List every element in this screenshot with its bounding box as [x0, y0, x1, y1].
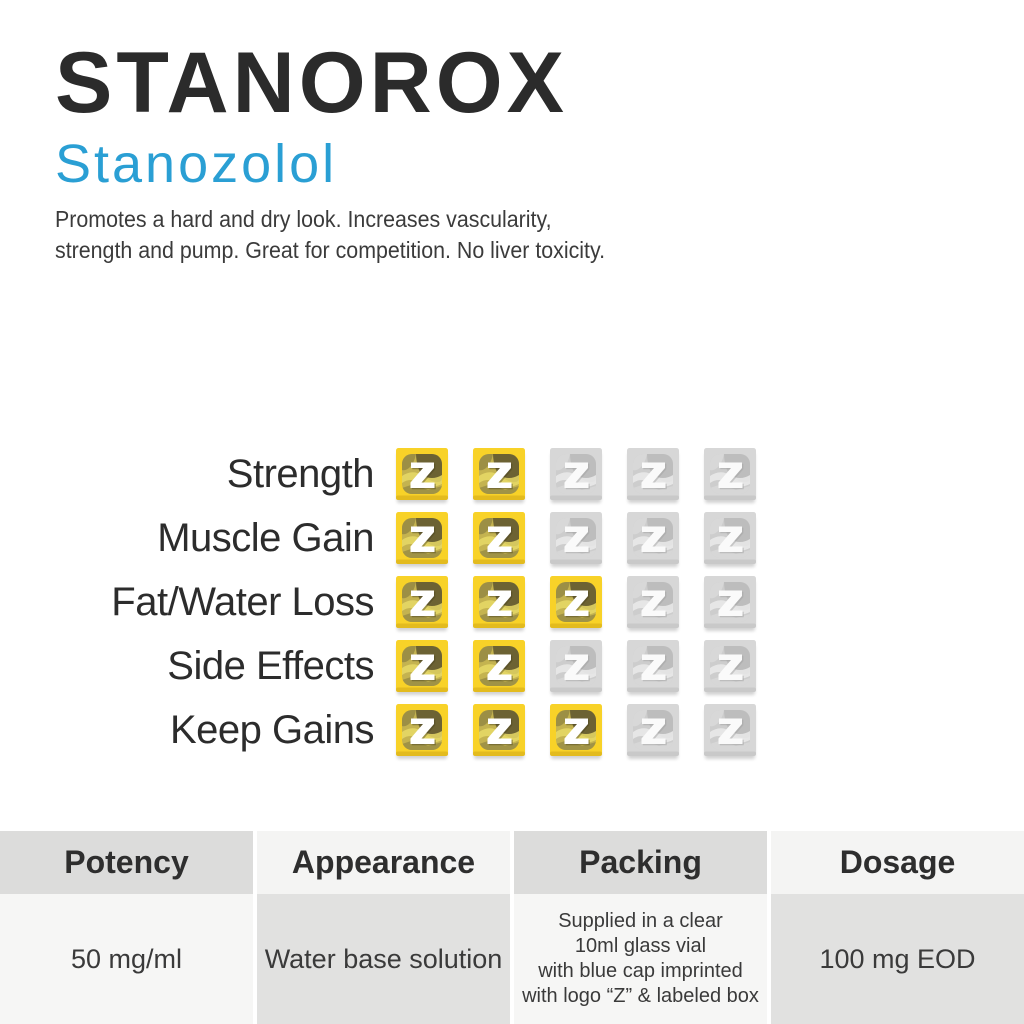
product-substance: Stanozolol: [55, 134, 338, 194]
rating-label: Keep Gains: [169, 707, 374, 752]
z-logo-icon: [396, 576, 448, 628]
description-line-1: Promotes a hard and dry look. Increases vascularity,: [55, 206, 552, 232]
z-logo-icon: [627, 512, 679, 564]
z-logo-icon: [396, 704, 448, 756]
z-logo-icon: [627, 704, 679, 756]
spec-value-line: Supplied in a clear: [558, 910, 723, 932]
rating-row: [30, 512, 756, 564]
product-description: [55, 204, 605, 266]
z-logo-icon: [473, 640, 525, 692]
spec-value-line: with logo “Z” & labeled box: [522, 985, 759, 1007]
z-logo-icon: [550, 640, 602, 692]
rating-row: [30, 640, 756, 692]
z-logo-icon: [704, 640, 756, 692]
rating-label: Side Effects: [167, 643, 374, 688]
rating-row: [30, 448, 756, 500]
z-logo-icon: [704, 512, 756, 564]
rating-label: Fat/Water Loss: [111, 579, 374, 624]
rating-label: Strength: [226, 451, 374, 496]
rating-row: [30, 576, 756, 628]
spec-header: Potency: [0, 831, 253, 894]
product-title: STANOROX: [55, 35, 568, 131]
product-header: [55, 0, 646, 266]
z-logo-icon: [550, 576, 602, 628]
spec-table: [0, 831, 1024, 1024]
description-line-2: strength and pump. Great for competition. No liver toxicity.: [55, 237, 606, 263]
rating-icons: [396, 640, 756, 692]
spec-value-line: 100 mg EOD: [819, 944, 976, 974]
rating-icons: [396, 448, 756, 500]
spec-value: [257, 894, 510, 1024]
z-logo-icon: [627, 640, 679, 692]
spec-column-packing: [514, 831, 767, 1024]
z-logo-icon: [704, 704, 756, 756]
z-logo-icon: [473, 704, 525, 756]
ratings-chart: [30, 448, 756, 768]
spec-column-potency: [0, 831, 253, 1024]
rating-icons: [396, 576, 756, 628]
z-logo-icon: [550, 512, 602, 564]
spec-header: Appearance: [257, 831, 510, 894]
z-logo-icon: [396, 512, 448, 564]
z-logo-icon: [396, 448, 448, 500]
z-logo-icon: [704, 448, 756, 500]
spec-value-line: 50 mg/ml: [70, 944, 183, 974]
spec-column-appearance: [257, 831, 510, 1024]
z-logo-icon: [627, 576, 679, 628]
z-logo-icon: [473, 512, 525, 564]
z-logo-icon: [550, 448, 602, 500]
spec-value-line: 10ml glass vial: [574, 935, 707, 957]
rating-icons: [396, 704, 756, 756]
z-logo-icon: [704, 576, 756, 628]
z-logo-icon: [550, 704, 602, 756]
spec-value: [0, 894, 253, 1024]
spec-value: [771, 894, 1024, 1024]
rating-label: Muscle Gain: [157, 515, 374, 560]
spec-value: [514, 894, 767, 1024]
z-logo-icon: [473, 576, 525, 628]
rating-icons: [396, 512, 756, 564]
spec-column-dosage: [771, 831, 1024, 1024]
rating-row: [30, 704, 756, 756]
z-logo-icon: [396, 640, 448, 692]
spec-header: Dosage: [771, 831, 1024, 894]
spec-value-line: Water base solution: [264, 944, 503, 974]
spec-value-line: with blue cap imprinted: [538, 960, 743, 982]
z-logo-icon: [473, 448, 525, 500]
spec-header: Packing: [514, 831, 767, 894]
z-logo-icon: [627, 448, 679, 500]
